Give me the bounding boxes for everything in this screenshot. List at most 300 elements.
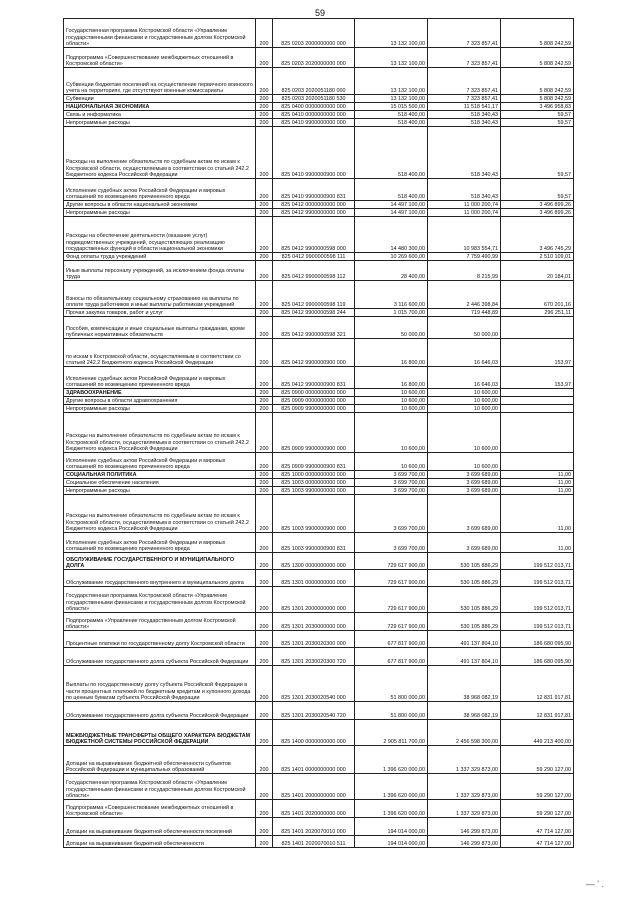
table-row (64, 201, 574, 209)
row-executed-cell: 3 699 689,00 (428, 533, 501, 553)
table-row (64, 720, 574, 746)
row-name-cell: Обслуживание государственного долга субъекта Российской Федерации (64, 648, 256, 666)
row-name-cell: Социальное обеспечение населения (64, 479, 256, 487)
table-row (64, 209, 574, 217)
row-unexecuted-cell: 11,00 (501, 479, 574, 487)
row-name-cell: Государственная программа Костромской области «Управление государственными финансами и государственным долгом Костромской области» (64, 19, 256, 48)
row-unexecuted-cell: 153,97 (501, 367, 574, 389)
row-approved-cell: 10 600,00 (355, 405, 428, 413)
row-unexecuted-cell: 59 290 127,00 (501, 746, 574, 774)
table-body (64, 19, 574, 848)
table-row (64, 179, 574, 201)
row-code-cell: 200 (256, 309, 273, 317)
row-executed-cell: 10 600,00 (428, 397, 501, 405)
row-code-cell: 200 (256, 103, 273, 111)
row-executed-cell: 10 600,00 (428, 405, 501, 413)
row-name-cell: Расходы на обеспечение деятельности (оказание услуг) подведомственных учреждений, осуществляющих реализацию государственных функций в области национальной экономики (64, 217, 256, 253)
table-row (64, 111, 574, 119)
row-executed-cell: 10 600,00 (428, 453, 501, 471)
row-name-cell: Государственная программа Костромской области «Управление государственными финансами и государственным долгом Костромской области» (64, 587, 256, 613)
row-kbk-cell: 825 1301 2030000000 000 (273, 613, 355, 631)
row-code-cell: 200 (256, 389, 273, 397)
row-executed-cell: 530 105 886,29 (428, 613, 501, 631)
table-row (64, 95, 574, 103)
row-code-cell: 200 (256, 800, 273, 818)
row-unexecuted-cell: 5 808 242,59 (501, 68, 574, 95)
row-kbk-cell: 825 0412 9900000598 112 (273, 261, 355, 281)
row-kbk-cell: 825 0410 9900000900 831 (273, 179, 355, 201)
row-name-cell: Исполнение судебных актов Российской Федерации и мировых соглашений по возмещению причиненного вреда (64, 533, 256, 553)
row-unexecuted-cell: 186 680 095,90 (501, 648, 574, 666)
row-unexecuted-cell (501, 397, 574, 405)
row-code-cell: 200 (256, 479, 273, 487)
row-code-cell: 200 (256, 68, 273, 95)
row-kbk-cell: 825 1301 2030020300 720 (273, 648, 355, 666)
row-code-cell: 200 (256, 253, 273, 261)
row-code-cell: 200 (256, 666, 273, 702)
row-name-cell: Обслуживание государственного внутреннего и муниципального долга (64, 570, 256, 587)
row-kbk-cell: 825 1301 0000000000 000 (273, 570, 355, 587)
row-executed-cell: 1 337 329 873,00 (428, 774, 501, 800)
row-kbk-cell: 825 0412 9900000598 000 (273, 217, 355, 253)
row-kbk-cell: 825 1401 2020000000 000 (273, 800, 355, 818)
row-unexecuted-cell: 11,00 (501, 533, 574, 553)
row-executed-cell: 518 340,43 (428, 127, 501, 179)
row-unexecuted-cell: 5 808 242,59 (501, 95, 574, 103)
row-approved-cell: 10 600,00 (355, 453, 428, 471)
row-code-cell: 200 (256, 317, 273, 339)
row-executed-cell: 2 456 598 300,00 (428, 720, 501, 746)
row-name-cell: Связь и информатика (64, 111, 256, 119)
table-row (64, 746, 574, 774)
row-executed-cell: 7 759 490,99 (428, 253, 501, 261)
row-approved-cell: 10 600,00 (355, 397, 428, 405)
row-code-cell: 200 (256, 281, 273, 309)
row-approved-cell: 3 699 700,00 (355, 479, 428, 487)
table-row (64, 127, 574, 179)
row-executed-cell: 11 000 200,74 (428, 201, 501, 209)
row-unexecuted-cell: 12 831 917,81 (501, 702, 574, 720)
row-unexecuted-cell: 20 184,01 (501, 261, 574, 281)
table-row (64, 702, 574, 720)
row-code-cell: 200 (256, 836, 273, 848)
row-kbk-cell: 825 0909 9900000900 831 (273, 453, 355, 471)
table-row (64, 836, 574, 848)
row-unexecuted-cell: 199 512 013,71 (501, 587, 574, 613)
row-name-cell: Подпрограмма «Совершенствование межбюджетных отношений в Костромской области» (64, 800, 256, 818)
table-row (64, 217, 574, 253)
row-name-cell: Исполнение судебных актов Российской Федерации и мировых соглашений по возмещению причиненного вреда (64, 367, 256, 389)
row-executed-cell: 50 000,00 (428, 317, 501, 339)
table-row (64, 800, 574, 818)
row-approved-cell: 729 617 900,00 (355, 613, 428, 631)
row-approved-cell: 16 800,00 (355, 339, 428, 367)
row-kbk-cell: 825 0410 9900000900 000 (273, 127, 355, 179)
row-approved-cell: 28 400,00 (355, 261, 428, 281)
table-row (64, 253, 574, 261)
row-approved-cell: 16 800,00 (355, 367, 428, 389)
row-executed-cell: 8 215,99 (428, 261, 501, 281)
table-row (64, 413, 574, 453)
row-name-cell: Расходы на выполнение обязательств по судебным актам по искам к Костромской области, осуществляемым в соответствии со статьей 242.2 Бюджетного кодекса Российской Федерации (64, 413, 256, 453)
row-code-cell: 200 (256, 774, 273, 800)
row-approved-cell: 1 015 700,00 (355, 309, 428, 317)
row-name-cell: ОБСЛУЖИВАНИЕ ГОСУДАРСТВЕННОГО И МУНИЦИПАЛЬНОГО ДОЛГА (64, 553, 256, 570)
row-name-cell: МЕЖБЮДЖЕТНЫЕ ТРАНСФЕРТЫ ОБЩЕГО ХАРАКТЕРА БЮДЖЕТАМ БЮДЖЕТНОЙ СИСТЕМЫ РОССИЙСКОЙ ФЕДЕРАЦИИ (64, 720, 256, 746)
table-row (64, 495, 574, 533)
table-row (64, 553, 574, 570)
table-row (64, 405, 574, 413)
row-approved-cell: 14 497 100,00 (355, 209, 428, 217)
row-kbk-cell: 825 1400 0000000000 000 (273, 720, 355, 746)
row-name-cell: Взносы по обязательному социальному страхованию на выплаты по оплате труда работников и иные выплаты работникам учреждений (64, 281, 256, 309)
row-approved-cell: 518 400,00 (355, 111, 428, 119)
table-row (64, 666, 574, 702)
row-name-cell: Дотации на выравнивание бюджетной обеспеченности субъектов Российской Федерации и муниципальных образований (64, 746, 256, 774)
table-row (64, 613, 574, 631)
table-row (64, 367, 574, 389)
row-kbk-cell: 825 0400 0000000000 000 (273, 103, 355, 111)
row-unexecuted-cell (501, 389, 574, 397)
row-unexecuted-cell: 670 201,16 (501, 281, 574, 309)
row-name-cell: Дотации на выравнивание бюджетной обеспеченности (64, 836, 256, 848)
table-row (64, 339, 574, 367)
row-code-cell: 200 (256, 95, 273, 103)
budget-execution-table (63, 18, 574, 848)
row-kbk-cell: 825 0412 9900000900 000 (273, 339, 355, 367)
row-name-cell: Фонд оплаты труда учреждений (64, 253, 256, 261)
row-name-cell: Исполнение судебных актов Российской Федерации и мировых соглашений по возмещению причиненного вреда (64, 179, 256, 201)
row-executed-cell: 1 337 329 873,00 (428, 800, 501, 818)
row-approved-cell: 14 497 100,00 (355, 201, 428, 209)
row-code-cell: 200 (256, 746, 273, 774)
row-code-cell: 200 (256, 179, 273, 201)
table-row (64, 533, 574, 553)
row-approved-cell: 194 014 000,00 (355, 836, 428, 848)
table-row (64, 570, 574, 587)
row-unexecuted-cell: 296 251,11 (501, 309, 574, 317)
row-executed-cell: 1 337 329 873,00 (428, 746, 501, 774)
row-executed-cell: 7 323 857,41 (428, 19, 501, 48)
row-executed-cell: 530 105 886,29 (428, 587, 501, 613)
row-kbk-cell: 825 1300 0000000000 000 (273, 553, 355, 570)
row-executed-cell: 3 699 689,00 (428, 495, 501, 533)
row-kbk-cell: 825 0412 9900000900 831 (273, 367, 355, 389)
row-kbk-cell: 825 0900 0000000000 000 (273, 389, 355, 397)
row-approved-cell: 13 132 100,00 (355, 48, 428, 68)
row-executed-cell: 146 299 873,00 (428, 818, 501, 836)
row-kbk-cell: 825 1000 0000000000 000 (273, 471, 355, 479)
row-name-cell: НАЦИОНАЛЬНАЯ ЭКОНОМИКА (64, 103, 256, 111)
row-code-cell: 200 (256, 495, 273, 533)
row-kbk-cell: 825 1401 2020070010 511 (273, 836, 355, 848)
row-approved-cell: 3 699 700,00 (355, 495, 428, 533)
row-unexecuted-cell: 11,00 (501, 471, 574, 479)
row-executed-cell: 7 323 857,41 (428, 48, 501, 68)
row-unexecuted-cell: 47 714 127,00 (501, 818, 574, 836)
table-row (64, 119, 574, 127)
row-unexecuted-cell: 59 290 127,00 (501, 800, 574, 818)
row-name-cell: Исполнение судебных актов Российской Федерации и мировых соглашений по возмещению причиненного вреда (64, 453, 256, 471)
row-unexecuted-cell: 5 808 242,59 (501, 48, 574, 68)
table-row (64, 261, 574, 281)
row-executed-cell: 11 000 200,74 (428, 209, 501, 217)
row-code-cell: 200 (256, 413, 273, 453)
row-approved-cell: 677 817 900,00 (355, 648, 428, 666)
row-kbk-cell: 825 0909 0000000000 000 (273, 397, 355, 405)
table-row (64, 631, 574, 648)
row-unexecuted-cell: 199 512 013,71 (501, 570, 574, 587)
row-code-cell: 200 (256, 631, 273, 648)
row-name-cell: Иные выплаты персоналу учреждений, за исключением фонда оплаты труда (64, 261, 256, 281)
row-name-cell: Пособия, компенсации и иные социальные выплаты гражданам, кроме публичных нормативных обязательств (64, 317, 256, 339)
row-executed-cell: 7 323 857,41 (428, 68, 501, 95)
row-executed-cell: 10 600,00 (428, 389, 501, 397)
row-approved-cell: 1 396 620 000,00 (355, 800, 428, 818)
table-row (64, 389, 574, 397)
row-code-cell: 200 (256, 111, 273, 119)
row-unexecuted-cell: 199 512 013,71 (501, 553, 574, 570)
row-name-cell: Субвенции (64, 95, 256, 103)
row-kbk-cell: 825 0203 2020051180 000 (273, 68, 355, 95)
row-kbk-cell: 825 1003 9900000900 000 (273, 495, 355, 533)
row-kbk-cell: 825 1003 9900000900 831 (273, 533, 355, 553)
row-code-cell: 200 (256, 48, 273, 68)
row-name-cell: Дотации на выравнивание бюджетной обеспеченности поселений (64, 818, 256, 836)
row-name-cell: по искам к Костромской области, осуществляемым в соответствии со статьей 242.2 Бюджетного кодекса Российской Федерации (64, 339, 256, 367)
row-kbk-cell: 825 1003 0000000000 000 (273, 479, 355, 487)
row-approved-cell: 15 015 500,00 (355, 103, 428, 111)
row-executed-cell: 530 105 886,29 (428, 570, 501, 587)
row-code-cell: 200 (256, 702, 273, 720)
row-name-cell: Непрограммные расходы (64, 487, 256, 495)
row-executed-cell: 11 518 541,17 (428, 103, 501, 111)
row-approved-cell: 51 800 000,00 (355, 702, 428, 720)
row-code-cell: 200 (256, 553, 273, 570)
row-executed-cell: 7 323 857,41 (428, 95, 501, 103)
row-name-cell: ЗДРАВООХРАНЕНИЕ (64, 389, 256, 397)
row-code-cell: 200 (256, 127, 273, 179)
row-unexecuted-cell: 59 290 127,00 (501, 774, 574, 800)
row-name-cell: Обслуживание государственного долга субъекта Российской Федерации (64, 702, 256, 720)
row-approved-cell: 10 600,00 (355, 413, 428, 453)
row-unexecuted-cell: 59,57 (501, 179, 574, 201)
row-unexecuted-cell (501, 453, 574, 471)
row-kbk-cell: 825 0410 0000000000 000 (273, 111, 355, 119)
row-executed-cell: 3 699 689,00 (428, 487, 501, 495)
row-code-cell: 200 (256, 209, 273, 217)
row-approved-cell: 2 905 811 700,00 (355, 720, 428, 746)
row-approved-cell: 51 800 000,00 (355, 666, 428, 702)
row-approved-cell: 1 396 620 000,00 (355, 746, 428, 774)
row-approved-cell: 1 396 620 000,00 (355, 774, 428, 800)
table-row (64, 281, 574, 309)
row-kbk-cell: 825 0203 2020000000 000 (273, 48, 355, 68)
row-unexecuted-cell: 449 213 400,00 (501, 720, 574, 746)
row-code-cell: 200 (256, 405, 273, 413)
row-executed-cell: 38 968 082,19 (428, 666, 501, 702)
row-name-cell: Субвенции бюджетам поселений на осуществление первичного воинского учета на территориях, где отсутствуют военные комиссариаты (64, 68, 256, 95)
row-code-cell: 200 (256, 217, 273, 253)
table-row (64, 479, 574, 487)
row-kbk-cell: 825 0909 9900000900 000 (273, 413, 355, 453)
row-kbk-cell: 825 0203 2000000000 000 (273, 19, 355, 48)
row-approved-cell: 13 132 100,00 (355, 19, 428, 48)
row-name-cell: Процентные платежи по государственному долгу Костромской области (64, 631, 256, 648)
table-row (64, 19, 574, 48)
row-unexecuted-cell: 5 808 242,59 (501, 19, 574, 48)
row-code-cell: 200 (256, 570, 273, 587)
row-code-cell: 200 (256, 613, 273, 631)
row-kbk-cell: 825 1301 2030020540 000 (273, 666, 355, 702)
row-approved-cell: 518 400,00 (355, 179, 428, 201)
row-unexecuted-cell: 47 714 127,00 (501, 836, 574, 848)
row-unexecuted-cell (501, 405, 574, 413)
row-executed-cell: 530 105 886,29 (428, 553, 501, 570)
row-executed-cell: 3 699 689,00 (428, 479, 501, 487)
row-approved-cell: 13 132 100,00 (355, 95, 428, 103)
row-unexecuted-cell: 11,00 (501, 487, 574, 495)
row-executed-cell: 38 968 082,19 (428, 702, 501, 720)
table-row (64, 774, 574, 800)
row-kbk-cell: 825 0203 2020051180 530 (273, 95, 355, 103)
table-row (64, 818, 574, 836)
table-row (64, 648, 574, 666)
table-row (64, 317, 574, 339)
row-approved-cell: 14 480 300,00 (355, 217, 428, 253)
table-row (64, 309, 574, 317)
row-approved-cell: 13 132 100,00 (355, 68, 428, 95)
row-executed-cell: 518 340,43 (428, 111, 501, 119)
row-executed-cell: 16 646,03 (428, 339, 501, 367)
table-row (64, 487, 574, 495)
row-name-cell: Непрограммные расходы (64, 405, 256, 413)
row-executed-cell: 2 446 398,84 (428, 281, 501, 309)
row-approved-cell: 729 617 900,00 (355, 553, 428, 570)
row-approved-cell: 3 699 700,00 (355, 533, 428, 553)
row-unexecuted-cell: 3 496 958,83 (501, 103, 574, 111)
row-code-cell: 200 (256, 533, 273, 553)
row-kbk-cell: 825 1003 9900000000 000 (273, 487, 355, 495)
row-name-cell: Государственная программа Костромской области «Управление государственными финансами и государственным долгом Костромской области» (64, 774, 256, 800)
row-kbk-cell: 825 0909 9900000000 000 (273, 405, 355, 413)
row-executed-cell: 518 340,43 (428, 179, 501, 201)
row-executed-cell: 518 340,43 (428, 119, 501, 127)
table-row (64, 453, 574, 471)
row-kbk-cell: 825 0412 9900000000 000 (273, 209, 355, 217)
row-code-cell: 200 (256, 648, 273, 666)
table-row (64, 103, 574, 111)
row-kbk-cell: 825 0412 9900000598 119 (273, 281, 355, 309)
row-approved-cell: 3 116 600,00 (355, 281, 428, 309)
row-approved-cell: 3 699 700,00 (355, 487, 428, 495)
row-code-cell: 200 (256, 720, 273, 746)
row-code-cell: 200 (256, 818, 273, 836)
row-name-cell: Расходы на выполнение обязательств по судебным актам по искам к Костромской области, осуществляемым в соответствии со статьей 242.2 Бюджетного кодекса Российской Федерации (64, 495, 256, 533)
row-approved-cell: 3 699 700,00 (355, 471, 428, 479)
page-number: 59 (314, 8, 325, 18)
row-kbk-cell: 825 0412 9900000598 321 (273, 317, 355, 339)
row-unexecuted-cell: 3 496 745,29 (501, 217, 574, 253)
row-kbk-cell: 825 1301 2030020300 000 (273, 631, 355, 648)
row-code-cell: 200 (256, 119, 273, 127)
row-unexecuted-cell: 3 496 899,26 (501, 209, 574, 217)
row-unexecuted-cell: 2 510 109,01 (501, 253, 574, 261)
row-approved-cell: 518 400,00 (355, 119, 428, 127)
row-unexecuted-cell: 186 680 095,90 (501, 631, 574, 648)
row-unexecuted-cell: 59,57 (501, 111, 574, 119)
row-approved-cell: 50 000,00 (355, 317, 428, 339)
row-name-cell: Другие вопросы в области здравоохранения (64, 397, 256, 405)
row-unexecuted-cell: 59,57 (501, 119, 574, 127)
row-unexecuted-cell: 11,00 (501, 495, 574, 533)
row-unexecuted-cell (501, 413, 574, 453)
row-unexecuted-cell: 59,57 (501, 127, 574, 179)
row-kbk-cell: 825 1401 2000000000 000 (273, 774, 355, 800)
row-code-cell: 200 (256, 367, 273, 389)
row-kbk-cell: 825 0412 9900000598 244 (273, 309, 355, 317)
row-code-cell: 200 (256, 339, 273, 367)
row-approved-cell: 677 817 900,00 (355, 631, 428, 648)
handwritten-mark: ― ' . (585, 879, 604, 889)
row-kbk-cell: 825 1401 2020070010 000 (273, 818, 355, 836)
row-code-cell: 200 (256, 397, 273, 405)
row-kbk-cell: 825 1401 0000000000 000 (273, 746, 355, 774)
row-name-cell: Расходы на выполнение обязательств по судебным актам по искам к Костромской области, осуществляемым в соответствии со статьей 242.2 Бюджетного кодекса Российской Федерации (64, 127, 256, 179)
row-name-cell: Выплаты по государственному долгу субъекта Российской Федерации в части процентных платежей по бюджетным кредитам и купонного дохода по ценным бумагам субъекта Российской Федерации (64, 666, 256, 702)
row-unexecuted-cell: 3 496 899,26 (501, 201, 574, 209)
row-unexecuted-cell: 12 831 917,81 (501, 666, 574, 702)
row-code-cell: 200 (256, 587, 273, 613)
row-approved-cell: 10 269 600,00 (355, 253, 428, 261)
table-row (64, 471, 574, 479)
row-kbk-cell: 825 1301 2030020540 720 (273, 702, 355, 720)
row-executed-cell: 16 646,03 (428, 367, 501, 389)
row-executed-cell: 719 448,89 (428, 309, 501, 317)
row-executed-cell: 10 600,00 (428, 413, 501, 453)
row-unexecuted-cell: 199 512 013,71 (501, 613, 574, 631)
row-approved-cell: 729 617 900,00 (355, 570, 428, 587)
row-code-cell: 200 (256, 471, 273, 479)
row-name-cell: Подпрограмма «Совершенствование межбюджетных отношений в Костромской области» (64, 48, 256, 68)
row-executed-cell: 3 699 689,00 (428, 471, 501, 479)
row-name-cell: Прочая закупка товаров, работ и услуг (64, 309, 256, 317)
row-name-cell: Другие вопросы в области национальной экономики (64, 201, 256, 209)
row-unexecuted-cell (501, 317, 574, 339)
row-approved-cell: 194 014 000,00 (355, 818, 428, 836)
row-approved-cell: 518 400,00 (355, 127, 428, 179)
table-row (64, 68, 574, 95)
row-name-cell: Подпрограмма «Управление государственным долгом Костромской области» (64, 613, 256, 631)
row-kbk-cell: 825 0412 0000000000 000 (273, 201, 355, 209)
row-code-cell: 200 (256, 261, 273, 281)
table-row (64, 587, 574, 613)
row-code-cell: 200 (256, 453, 273, 471)
row-name-cell: Непрограммные расходы (64, 119, 256, 127)
row-kbk-cell: 825 1301 2000000000 000 (273, 587, 355, 613)
row-kbk-cell: 825 0410 9900000000 000 (273, 119, 355, 127)
row-executed-cell: 491 137 804,10 (428, 631, 501, 648)
row-unexecuted-cell: 153,97 (501, 339, 574, 367)
row-code-cell: 200 (256, 487, 273, 495)
row-code-cell: 200 (256, 201, 273, 209)
row-approved-cell: 729 617 900,00 (355, 587, 428, 613)
row-kbk-cell: 825 0412 9900000598 111 (273, 253, 355, 261)
row-approved-cell: 10 600,00 (355, 389, 428, 397)
row-name-cell: СОЦИАЛЬНАЯ ПОЛИТИКА (64, 471, 256, 479)
row-executed-cell: 491 137 804,10 (428, 648, 501, 666)
row-executed-cell: 146 299 873,00 (428, 836, 501, 848)
